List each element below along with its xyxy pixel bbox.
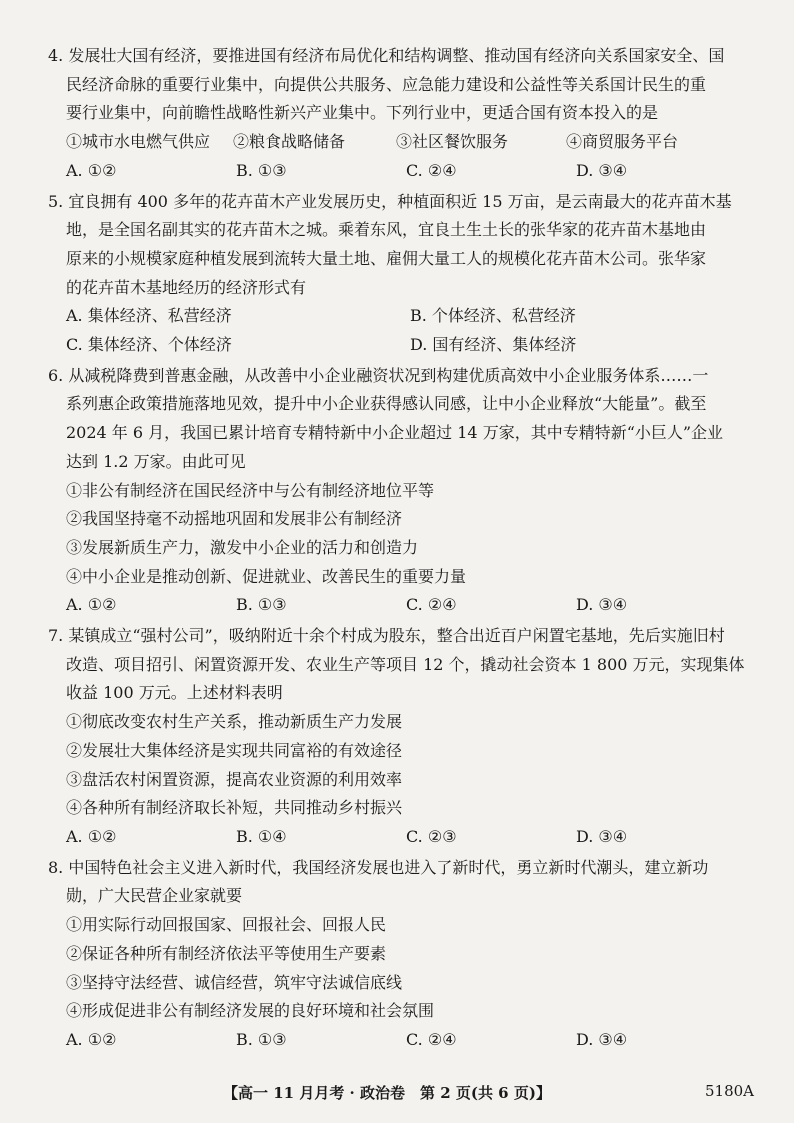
statement-item: ②发展壮大集体经济是实现共同富裕的有效途径 (66, 740, 403, 760)
question-5 (48, 188, 754, 360)
statement-item: ③社区餐饮服务 (396, 132, 509, 152)
stem-line: 2024 年 6 月，我国已累计培育专精特新中小企业超过 14 万家，其中专精特新“小巨人”企业 (66, 423, 724, 443)
stem-line: 的花卉苗木基地经历的经济形式有 (66, 277, 307, 297)
footer-title: 【高一 11 月月考 · 政治卷 第 2 页(共 6 页)】 (223, 1084, 551, 1102)
stem-line: 7. 某镇成立“强村公司”，吸纳附近十余个村成为股东，整合出近百户闲置宅基地，先后实施旧村 (48, 626, 725, 646)
answer-option-c[interactable]: C. ②④ (406, 595, 457, 615)
stem-line: 勋，广大民营企业家就要 (66, 886, 243, 906)
answer-option-b[interactable]: B. ①③ (236, 160, 287, 180)
statement-item: ③坚持守法经营、诚信经营，筑牢守法诚信底线 (66, 972, 403, 992)
answer-options (48, 1026, 754, 1055)
stem-line: 5. 宜良拥有 400 多年的花卉苗木产业发展历史，种植面积近 15 万亩，是云南最大的花卉苗木基 (48, 191, 732, 211)
answer-option-b[interactable]: B. ①③ (236, 1029, 287, 1049)
question-stem (48, 854, 754, 911)
answer-option-a[interactable]: A. ①② (66, 160, 117, 180)
statement-item: ④商贸服务平台 (566, 132, 679, 152)
question-7 (48, 622, 754, 852)
answer-option-b[interactable]: B. ①④ (236, 826, 287, 846)
stem-line: 原来的小规模家庭种植发展到流转大量土地、雇佣大量工人的规模化花卉苗木公司。张华家 (66, 248, 707, 268)
answer-option-a[interactable]: A. ①② (66, 1029, 117, 1049)
statement-item: ③发展新质生产力，激发中小企业的活力和创造力 (66, 537, 419, 557)
answer-option-c[interactable]: C. 集体经济、个体经济 (66, 335, 232, 355)
paper-code: 5180A (705, 1082, 755, 1100)
question-stem (48, 622, 754, 708)
stem-line: 4. 发展壮大国有经济，要推进国有经济布局优化和结构调整、推动国有经济向关系国家安全、国 (48, 46, 725, 65)
question-6 (48, 362, 754, 620)
statement-item: ②粮食战略储备 (233, 132, 346, 152)
statement-item: ④形成促进非公有制经济发展的良好环境和社会氛围 (66, 1001, 435, 1021)
question-8 (48, 854, 754, 1055)
answer-option-c[interactable]: C. ②④ (406, 160, 457, 180)
stem-line: 收益 100 万元。上述材料表明 (66, 683, 283, 703)
answer-option-d[interactable]: D. ③④ (576, 595, 628, 615)
stem-line: 6. 从减税降费到普惠金融，从改善中小企业融资状况到构建优质高效中小企业服务体系……一 (48, 365, 709, 385)
answer-option-a[interactable]: A. ①② (66, 595, 117, 615)
answer-options (48, 823, 754, 852)
stem-line: 民经济命脉的重要行业集中，向提供公共服务、应急能力建设和公益性等关系国计民生的重 (66, 74, 707, 94)
answer-options (48, 157, 754, 186)
answer-option-c[interactable]: C. ②④ (406, 1029, 457, 1049)
question-4 (48, 42, 754, 186)
answer-option-b[interactable]: B. 个体经济、私营经济 (410, 306, 576, 326)
statement-item: ①城市水电燃气供应 (66, 132, 211, 152)
stem-line: 达到 1.2 万家。由此可见 (66, 451, 246, 471)
answer-option-d[interactable]: D. ③④ (576, 826, 628, 846)
stem-line: 8. 中国特色社会主义进入新时代，我国经济发展也进入了新时代，勇立新时代潮头，建立新功 (48, 857, 709, 877)
statement-item: ①非公有制经济在国民经济中与公有制经济地位平等 (66, 480, 435, 500)
statement-item: ④中小企业是推动创新、促进就业、改善民生的重要力量 (66, 566, 467, 586)
answer-option-c[interactable]: C. ②③ (406, 826, 457, 846)
statement-row (48, 128, 754, 157)
question-stem (48, 42, 754, 128)
statement-item: ①彻底改变农村生产关系，推动新质生产力发展 (66, 712, 403, 732)
answer-option-a[interactable]: A. 集体经济、私营经济 (66, 306, 232, 326)
answer-option-d[interactable]: D. 国有经济、集体经济 (410, 335, 577, 355)
statement-item: ②保证各种所有制经济依法平等使用生产要素 (66, 943, 387, 963)
statement-item: ②我国坚持毫不动摇地巩固和发展非公有制经济 (66, 509, 403, 529)
stem-line: 系列惠企政策措施落地见效，提升中小企业获得感认同感，让中小企业释放“大能量”。截至 (66, 394, 707, 414)
answer-options (48, 331, 754, 360)
question-list (48, 42, 754, 1057)
answer-options (48, 302, 754, 331)
statement-item: ④各种所有制经济取长补短，共同推动乡村振兴 (66, 798, 403, 818)
answer-option-d[interactable]: D. ③④ (576, 1029, 628, 1049)
statement-item: ①用实际行动回报国家、回报社会、回报人民 (66, 915, 387, 935)
answer-options (48, 591, 754, 620)
stem-line: 改造、项目招引、闲置资源开发、农业生产等项目 12 个，撬动社会资本 1 800 万元，实现集体 (66, 654, 745, 674)
question-stem (48, 362, 754, 477)
stem-line: 要行业集中，向前瞻性战略性新兴产业集中。下列行业中，更适合国有资本投入的是 (66, 103, 659, 123)
question-stem (48, 188, 754, 303)
statement-item: ③盘活农村闲置资源，提高农业资源的利用效率 (66, 769, 403, 789)
answer-option-b[interactable]: B. ①③ (236, 595, 287, 615)
stem-line: 地，是全国名副其实的花卉苗木之城。乘着东风，宜良土生土长的张华家的花卉苗木基地由 (66, 220, 707, 240)
answer-option-d[interactable]: D. ③④ (576, 160, 628, 180)
answer-option-a[interactable]: A. ①② (66, 826, 117, 846)
